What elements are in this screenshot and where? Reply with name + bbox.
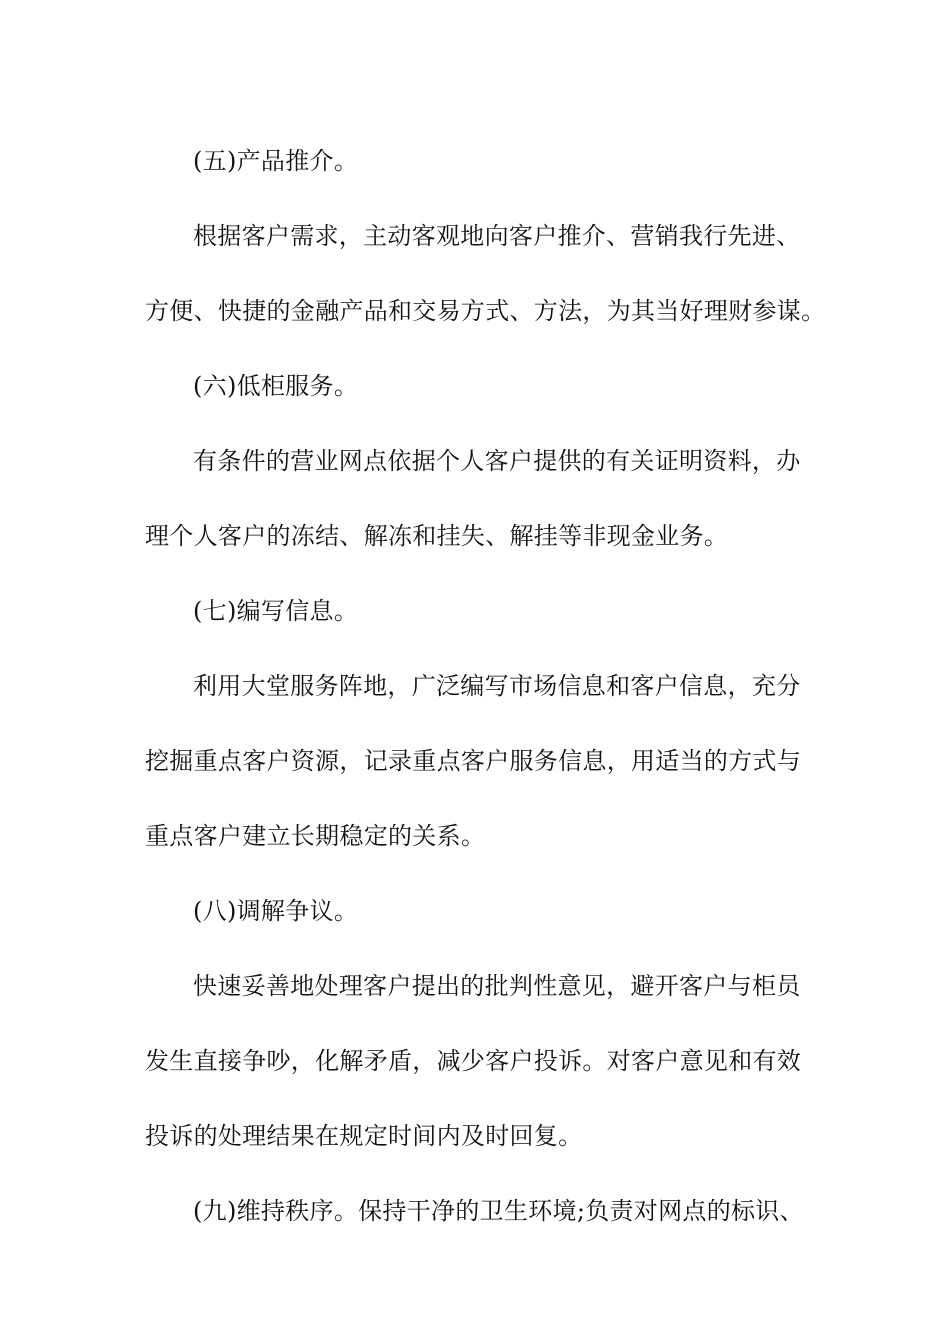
paragraph-line: 挖掘重点客户资源，记录重点客户服务信息，用适当的方式与 (145, 747, 802, 775)
paragraph-line: 投诉的处理结果在规定时间内及时回复。 (145, 1122, 583, 1150)
section-heading-5: (五)产品推介。 (193, 147, 359, 175)
section-heading-7: (七)编写信息。 (193, 597, 359, 625)
section-heading-9: (九)维持秩序。保持干净的卫生环境;负责对网点的标识、 (193, 1197, 804, 1225)
paragraph-line: 利用大堂服务阵地，广泛编写市场信息和客户信息，充分 (193, 672, 801, 700)
paragraph-line: 根据客户需求，主动客观地向客户推介、营销我行先进、 (193, 222, 801, 250)
paragraph-line: 快速妥善地处理客户提出的批判性意见，避开客户与柜员 (193, 972, 801, 1000)
paragraph-line: 方便、快捷的金融产品和交易方式、方法，为其当好理财参谋。 (145, 297, 826, 325)
document-body (145, 124, 826, 1249)
paragraph-line: 重点客户建立长期稳定的关系。 (145, 822, 486, 850)
paragraph-line: 有条件的营业网点依据个人客户提供的有关证明资料，办 (193, 447, 801, 475)
section-heading-8: (八)调解争议。 (193, 897, 359, 925)
paragraph-line: 发生直接争吵，化解矛盾，减少客户投诉。对客户意见和有效 (145, 1047, 802, 1075)
paragraph-line: 理个人客户的冻结、解冻和挂失、解挂等非现金业务。 (145, 522, 729, 550)
section-heading-6: (六)低柜服务。 (193, 372, 359, 400)
